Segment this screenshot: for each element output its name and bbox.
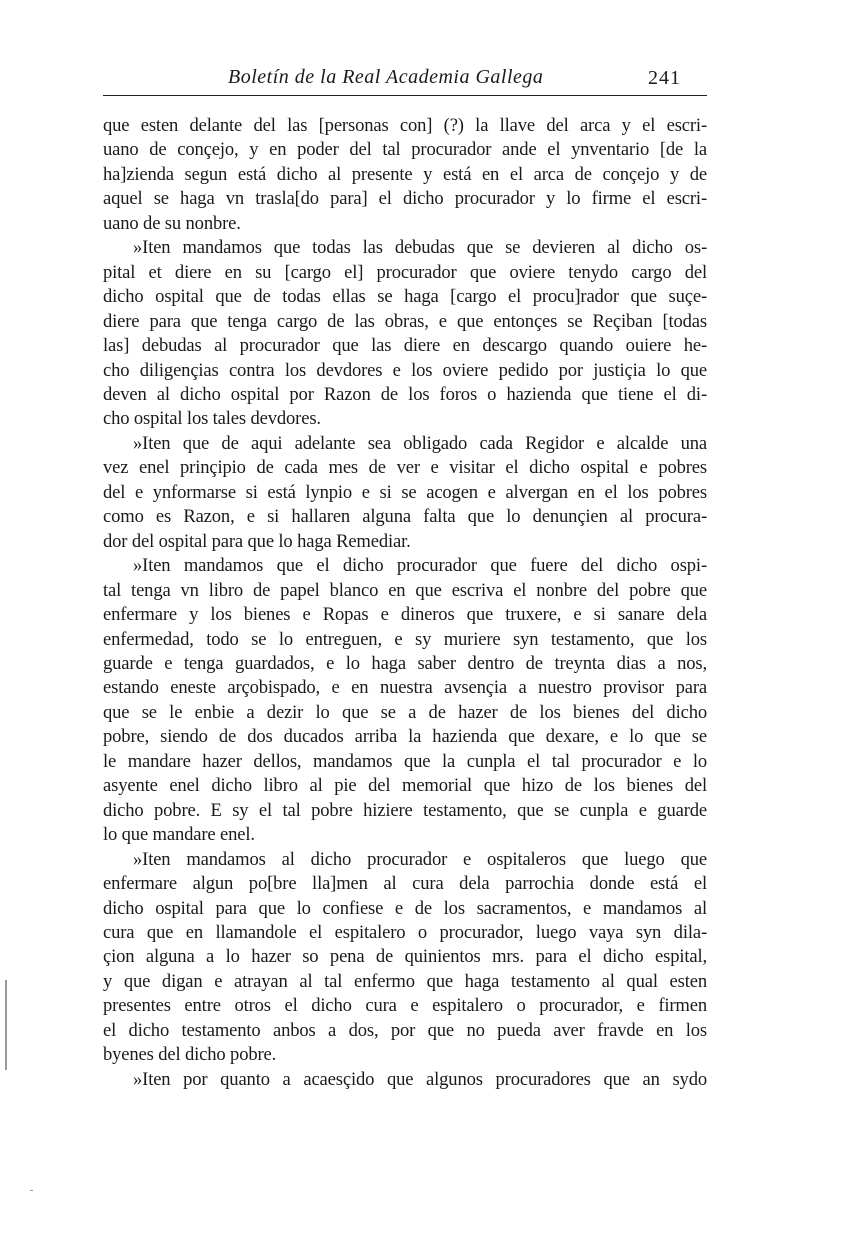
text-line: aquel se haga vn trasla[do para] el dicho procurador y lo firme el escri- [103,188,707,210]
text-line: »Iten mandamos al dicho procurador e ospitaleros que luego que [133,848,707,870]
page-number: 241 [648,67,681,89]
text-line: dicho ospital que de todas ellas se haga [cargo el procu]rador que suçe- [103,286,707,308]
text-line: las] debudas al procurador que las diere en descargo quando ouiere he- [103,335,707,357]
text-line: y que digan e atrayan al tal enfermo que haga testamento al qual esten [103,970,707,992]
text-line: asyente enel dicho libro al pie del memorial que hizo de los bienes del [103,775,707,797]
paragraph [103,432,707,554]
text-line: çion alguna a lo hazer so pena de quinientos mrs. para el dicho espital, [103,946,707,968]
text-line: dicho pobre. E sy el tal pobre hiziere testamento, que se cunpla e guarde [103,799,707,821]
text-line: cho ospital los tales devdores. [103,408,321,430]
text-line: cura que en llamandole el espitalero o procurador, luego vaya syn dila- [103,921,707,943]
text-line: guarde e tenga guardados, e lo haga saber dentro de treynta dias a nos, [103,652,707,674]
paragraph [103,554,707,847]
text-line: enfermedad, todo se lo entreguen, e sy muriere syn testamento, que los [103,628,707,650]
text-line: enfermare algun po[bre lla]men al cura dela parrochia donde está el [103,873,707,895]
text-line: byenes del dicho pobre. [103,1044,277,1066]
text-line: dicho ospital para que lo confiese e de los sacramentos, e mandamos al [103,897,707,919]
text-line: le mandare hazer dellos, mandamos que la cunpla el tal procurador e lo [103,750,707,772]
text-line: lo que mandare enel. [103,824,255,846]
running-header [100,64,710,94]
margin-mark [5,980,7,1070]
text-line: »Iten mandamos que todas las debudas que se devieren al dicho os- [133,237,707,259]
text-line: deven al dicho ospital por Razon de los foros o hazienda que tiene el di- [103,383,707,405]
text-line: enfermare y los bienes e Ropas e dineros que truxere, e si sanare dela [103,604,707,626]
header-rule [103,95,707,96]
text-line: del e ynformarse si está lynpio e si se acogen e alvergan en el los pobres [103,481,707,503]
paragraph [103,114,707,236]
text-line: como es Razon, e si hallaren alguna falta que lo denunçien al procura- [103,506,707,528]
text-line: que se le enbie a dezir lo que se a de hazer de los bienes del dicho [103,701,707,723]
text-line: vez enel prinçipio de cada mes de ver e visitar el dicho ospital e pobres [103,457,707,479]
running-title: Boletín de la Real Academia Gallega [228,66,544,88]
text-line: presentes entre otros el dicho cura e espitalero o procurador, e firmen [103,995,707,1017]
margin-mark [30,1190,33,1191]
text-line: »Iten mandamos que el dicho procurador que fuere del dicho ospi- [133,555,707,577]
text-line: uano de su nonbre. [103,212,241,234]
text-line: cho diligençias contra los devdores e los oviere pedido por justiçia lo que [103,359,707,381]
text-line: que esten delante del las [personas con] (?) la llave del arca y el escri- [103,115,707,136]
text-line: dor del ospital para que lo haga Remediar. [103,530,411,552]
text-line: pobre, siendo de dos ducados arriba la hazienda que dexare, e lo que se [103,726,707,748]
text-line: tal tenga vn libro de papel blanco en que escriva el nonbre del pobre que [103,579,707,601]
text-line: ha]zienda segun está dicho al presente y está en el arca de conçejo y de [103,163,707,185]
text-line: diere para que tenga cargo de las obras, e que entonçes se Reçiban [todas [103,310,707,332]
paragraph [103,848,707,1068]
text-line: el dicho testamento anbos a dos, por que no pueda aver fravde en los [103,1019,707,1041]
text-line: uano de conçejo, y en poder del tal procurador ande el ynventario [de la [103,139,707,161]
paragraph [103,1068,707,1092]
text-line: pital et diere en su [cargo el] procurador que oviere tenydo cargo del [103,261,707,283]
document-body [103,114,707,1092]
paragraph [103,236,707,432]
text-line: estando eneste arçobispado, e en nuestra avsençia a nuestro provisor para [103,677,707,699]
text-line: »Iten que de aqui adelante sea obligado cada Regidor e alcalde una [133,432,707,454]
text-line: »Iten por quanto a acaesçido que algunos procuradores que an sydo [133,1068,707,1090]
